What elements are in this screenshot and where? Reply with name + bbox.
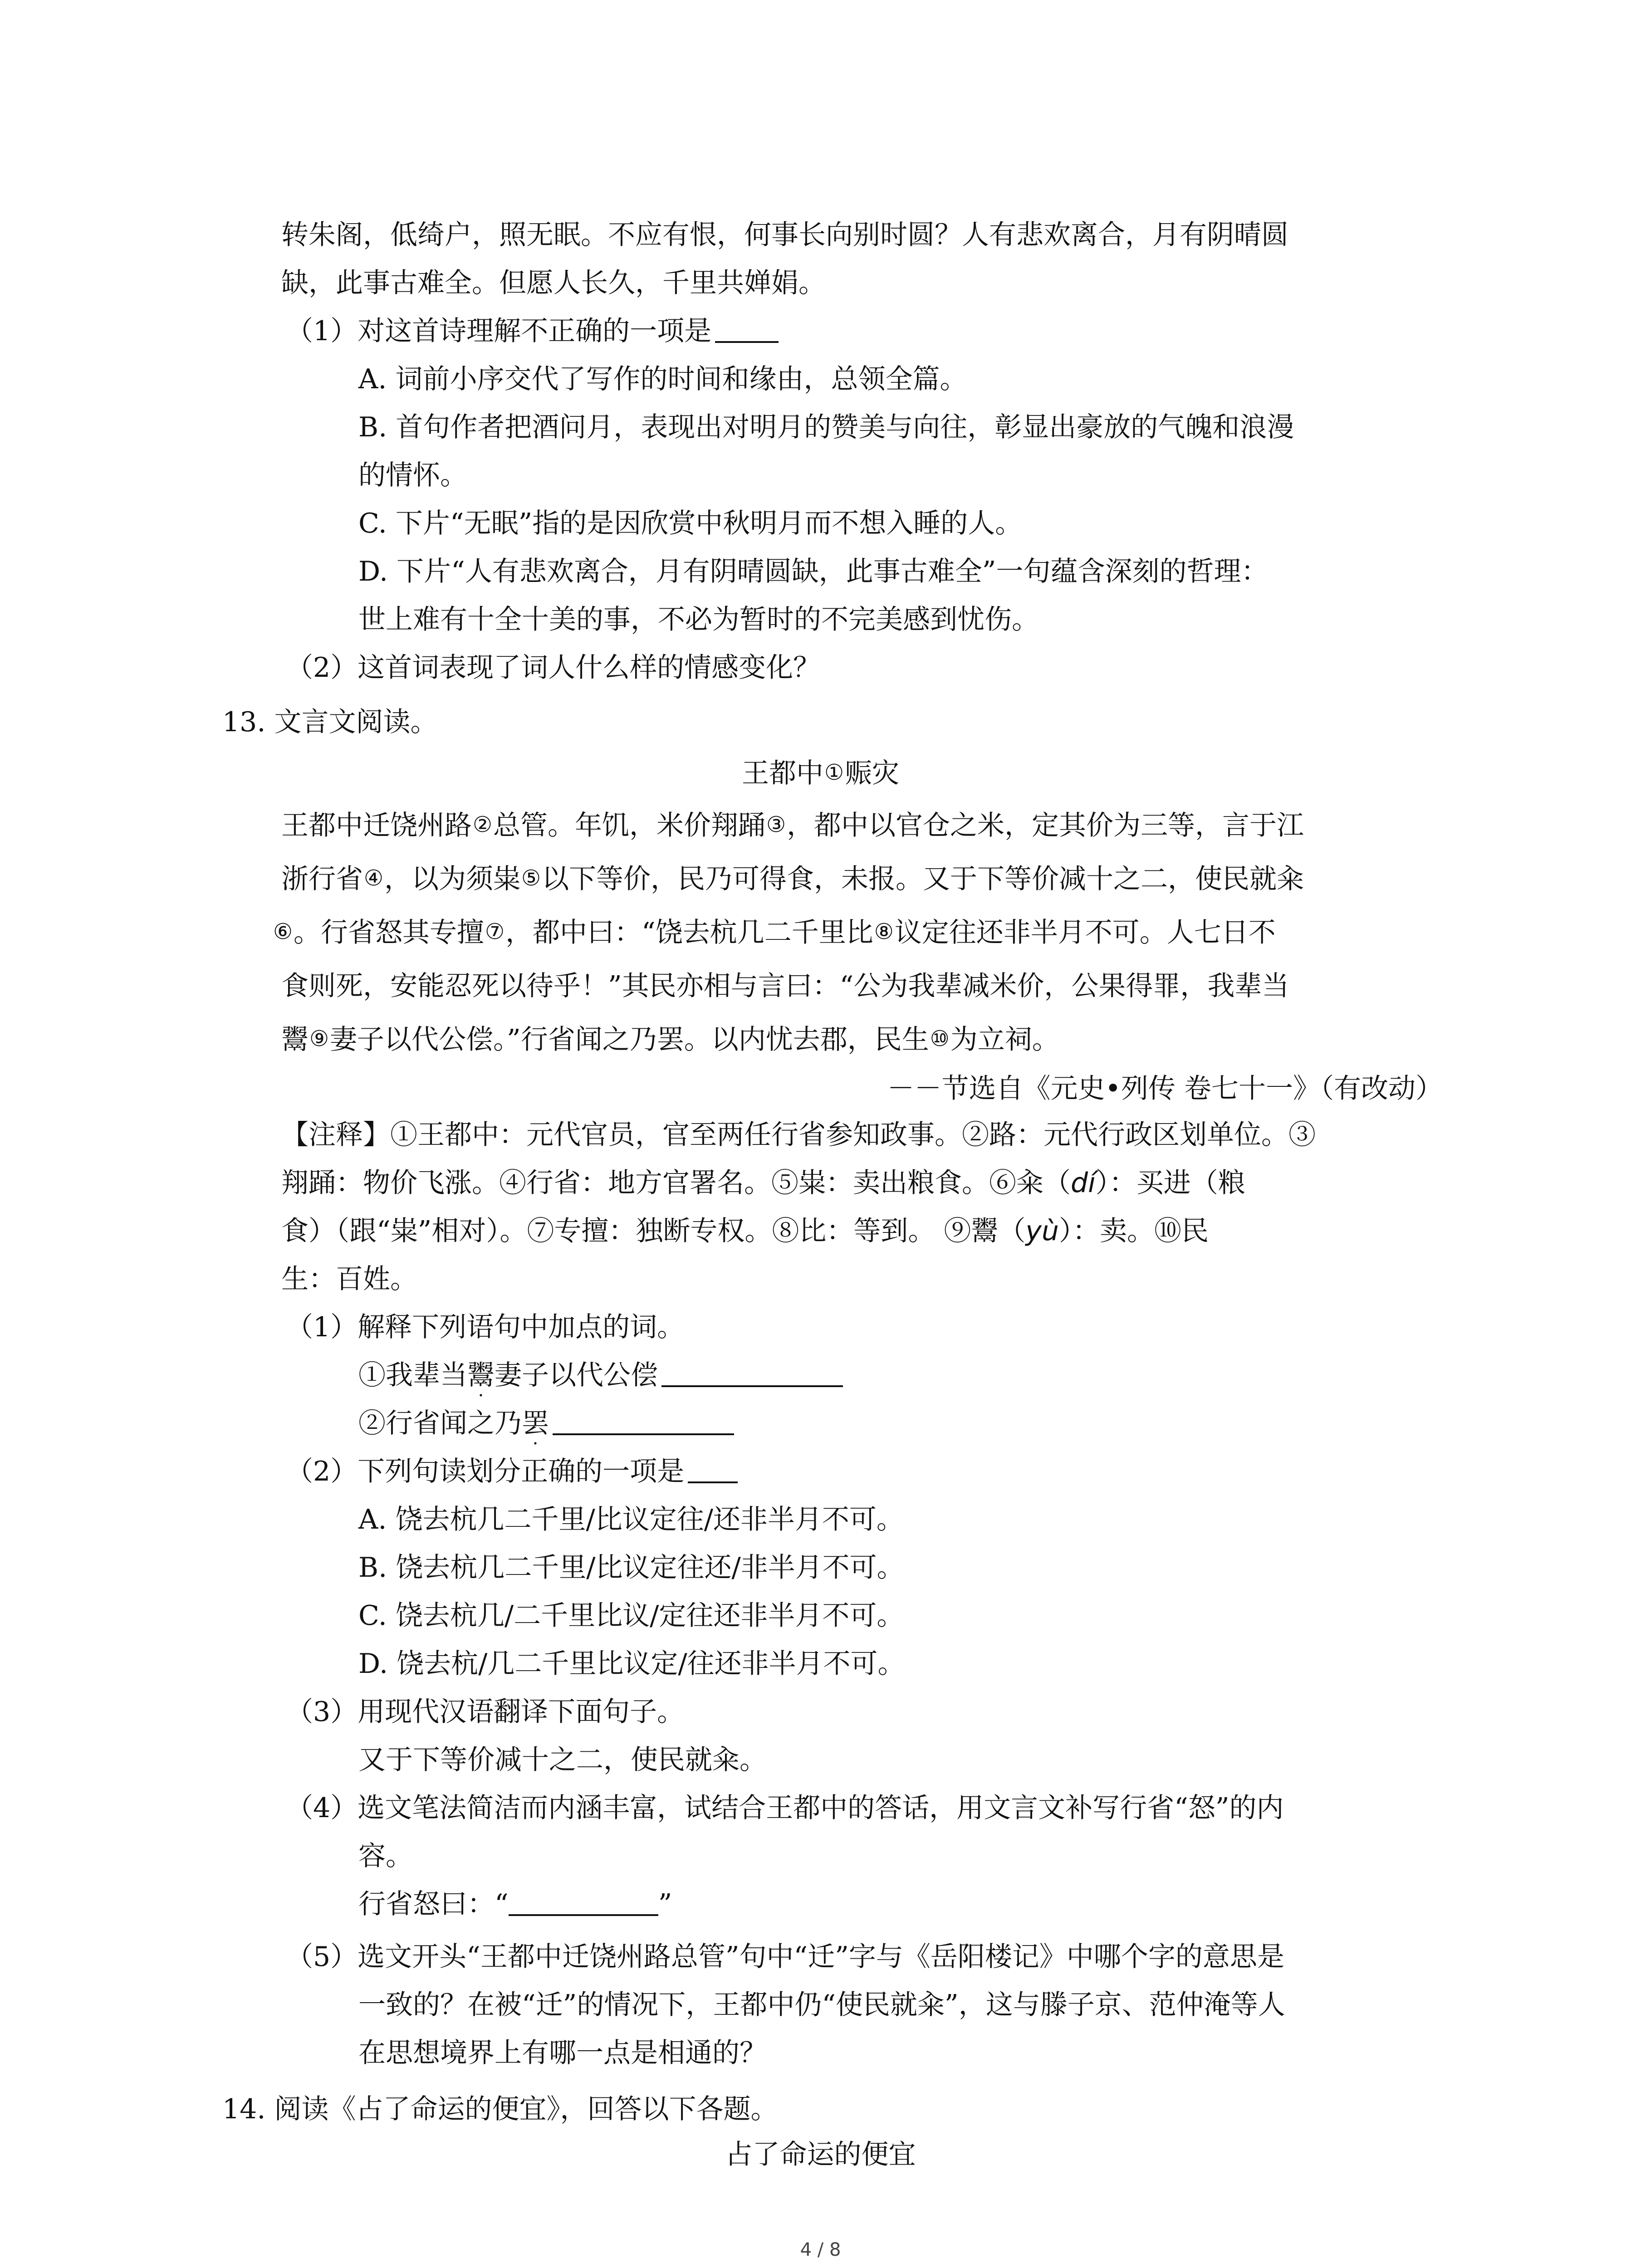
q13-sub4-line-2: 容。: [358, 1840, 413, 1872]
q13-sub2-option-a: A. 饶去杭几二千里/比议定往/还非半月不可。: [358, 1504, 904, 1535]
q12-option-c: C. 下片“无眠”指的是因欣赏中秋明月而不想入睡的人。: [358, 508, 1023, 539]
q13-sub1-item-2: ②行省闻之乃罢: [358, 1410, 734, 1437]
poem-line-2: 缺，此事古难全。但愿人长久，千里共婵娟。: [281, 267, 826, 299]
q12-sub2: （2）这首词表现了词人什么样的情感变化？: [286, 652, 821, 684]
notes-line-4: 生：百姓。: [281, 1263, 417, 1295]
q13-sub1: （1）解释下列语句中加点的词。: [286, 1311, 685, 1343]
notes-line-3: 食）（跟“粜”相对）。⑦专擅：独断专权。⑧比：等到。 ⑨鬻（yù）：卖。⑩民: [281, 1215, 1209, 1247]
passage-line-3: ⑥。行省怒其专擅⑦，都中曰：“饶去杭几二千里比⑧议定往还非半月不可。人七日不: [273, 917, 1276, 948]
answer-blank[interactable]: [509, 1892, 658, 1916]
passage-line-4: 食则死，安能忍死以待乎！”其民亦相与言曰：“公为我辈减米价，公果得罪，我辈当: [281, 970, 1289, 1002]
answer-blank[interactable]: [661, 1363, 843, 1387]
q13-sub5-line-1: （5）选文开头“王都中迁饶州路总管”句中“迁”字与《岳阳楼记》中哪个字的意思是: [286, 1941, 1284, 1973]
q12-option-b-line1: B. 首句作者把酒问月，表现出对明月的赞美与向往，彰显出豪放的气魄和浪漫: [358, 411, 1294, 443]
passage-line-1: 王都中迁饶州路②总管。年饥，米价翔踊③，都中以官仓之米，定其价为三等，言于江: [281, 810, 1304, 841]
q13-sub3: （3）用现代汉语翻译下面句子。: [286, 1696, 685, 1728]
q13-sub1-item-1: ①我辈当鬻妻子以代公偿: [358, 1362, 843, 1389]
passage-line-2: 浙行省④，以为须粜⑤以下等价，民乃可得食，未报。又于下等价减十之二，使民就籴: [281, 863, 1304, 895]
q13-sub4-line-3: 行省怒曰：“ ”: [358, 1888, 672, 1920]
q12-option-b-line2: 的情怀。: [358, 459, 467, 491]
q12-sub1: （1）对这首诗理解不正确的一项是: [286, 318, 779, 345]
q12-option-d-line1: D. 下片“人有悲欢离合，月有阴晴圆缺，此事古难全”一句蕴含深刻的哲理：: [358, 556, 1269, 587]
page-number: 4 / 8: [800, 2239, 841, 2260]
q13-sub2-option-c: C. 饶去杭几/二千里比议/定往还非半月不可。: [358, 1600, 904, 1632]
notes-line-1: 【注释】①王都中：元代官员，官至两任行省参知政事。②路：元代行政区划单位。③: [281, 1119, 1316, 1151]
q13-sub5-line-3: 在思想境界上有哪一点是相通的？: [358, 2037, 767, 2069]
q12-option-d-line2: 世上难有十全十美的事，不必为暂时的不完美感到忧伤。: [358, 604, 1039, 635]
q13-sub2-option-d: D. 饶去杭/几二千里比议定/往还非半月不可。: [358, 1648, 905, 1680]
poem-line-1: 转朱阁，低绮户，照无眠。不应有恨，何事长向别时圆？人有悲欢离合，月有阴晴圆: [281, 219, 1288, 251]
q12-option-a: A. 词前小序交代了写作的时间和缘由，总领全篇。: [358, 363, 967, 395]
answer-blank[interactable]: [688, 1459, 738, 1483]
q13-heading: 13. 文言文阅读。: [222, 706, 438, 738]
passage-source: －－节选自《元史•列传 卷七十一》（有改动）: [887, 1073, 1443, 1105]
notes-line-2: 翔踊：物价飞涨。④行省：地方官署名。⑤粜：卖出粮食。⑥籴（dí）：买进（粮: [281, 1167, 1245, 1199]
answer-blank[interactable]: [553, 1411, 734, 1435]
q13-sub4-line-1: （4）选文笔法简洁而内涵丰富，试结合王都中的答话，用文言文补写行省“怒”的内: [286, 1792, 1284, 1824]
q14-passage-title: 占了命运的便宜: [725, 2139, 916, 2170]
q13-sub2-option-b: B. 饶去杭几二千里/比议定往还/非半月不可。: [358, 1552, 904, 1584]
q13-passage-title: 王都中①赈灾: [741, 758, 900, 789]
passage-line-5: 鬻⑨妻子以代公偿。”行省闻之乃罢。以内忧去郡，民生⑩为立祠。: [281, 1024, 1059, 1056]
answer-blank[interactable]: [715, 318, 779, 343]
q13-sub2: （2）下列句读划分正确的一项是: [286, 1458, 738, 1485]
q13-sub3-sentence: 又于下等价减十之二，使民就籴。: [358, 1744, 767, 1776]
q13-sub5-line-2: 一致的？在被“迁”的情况下，王都中仍“使民就籴”，这与滕子京、范仲淹等人: [358, 1989, 1285, 2021]
q14-heading: 14. 阅读《占了命运的便宜》，回答以下各题。: [222, 2093, 778, 2125]
